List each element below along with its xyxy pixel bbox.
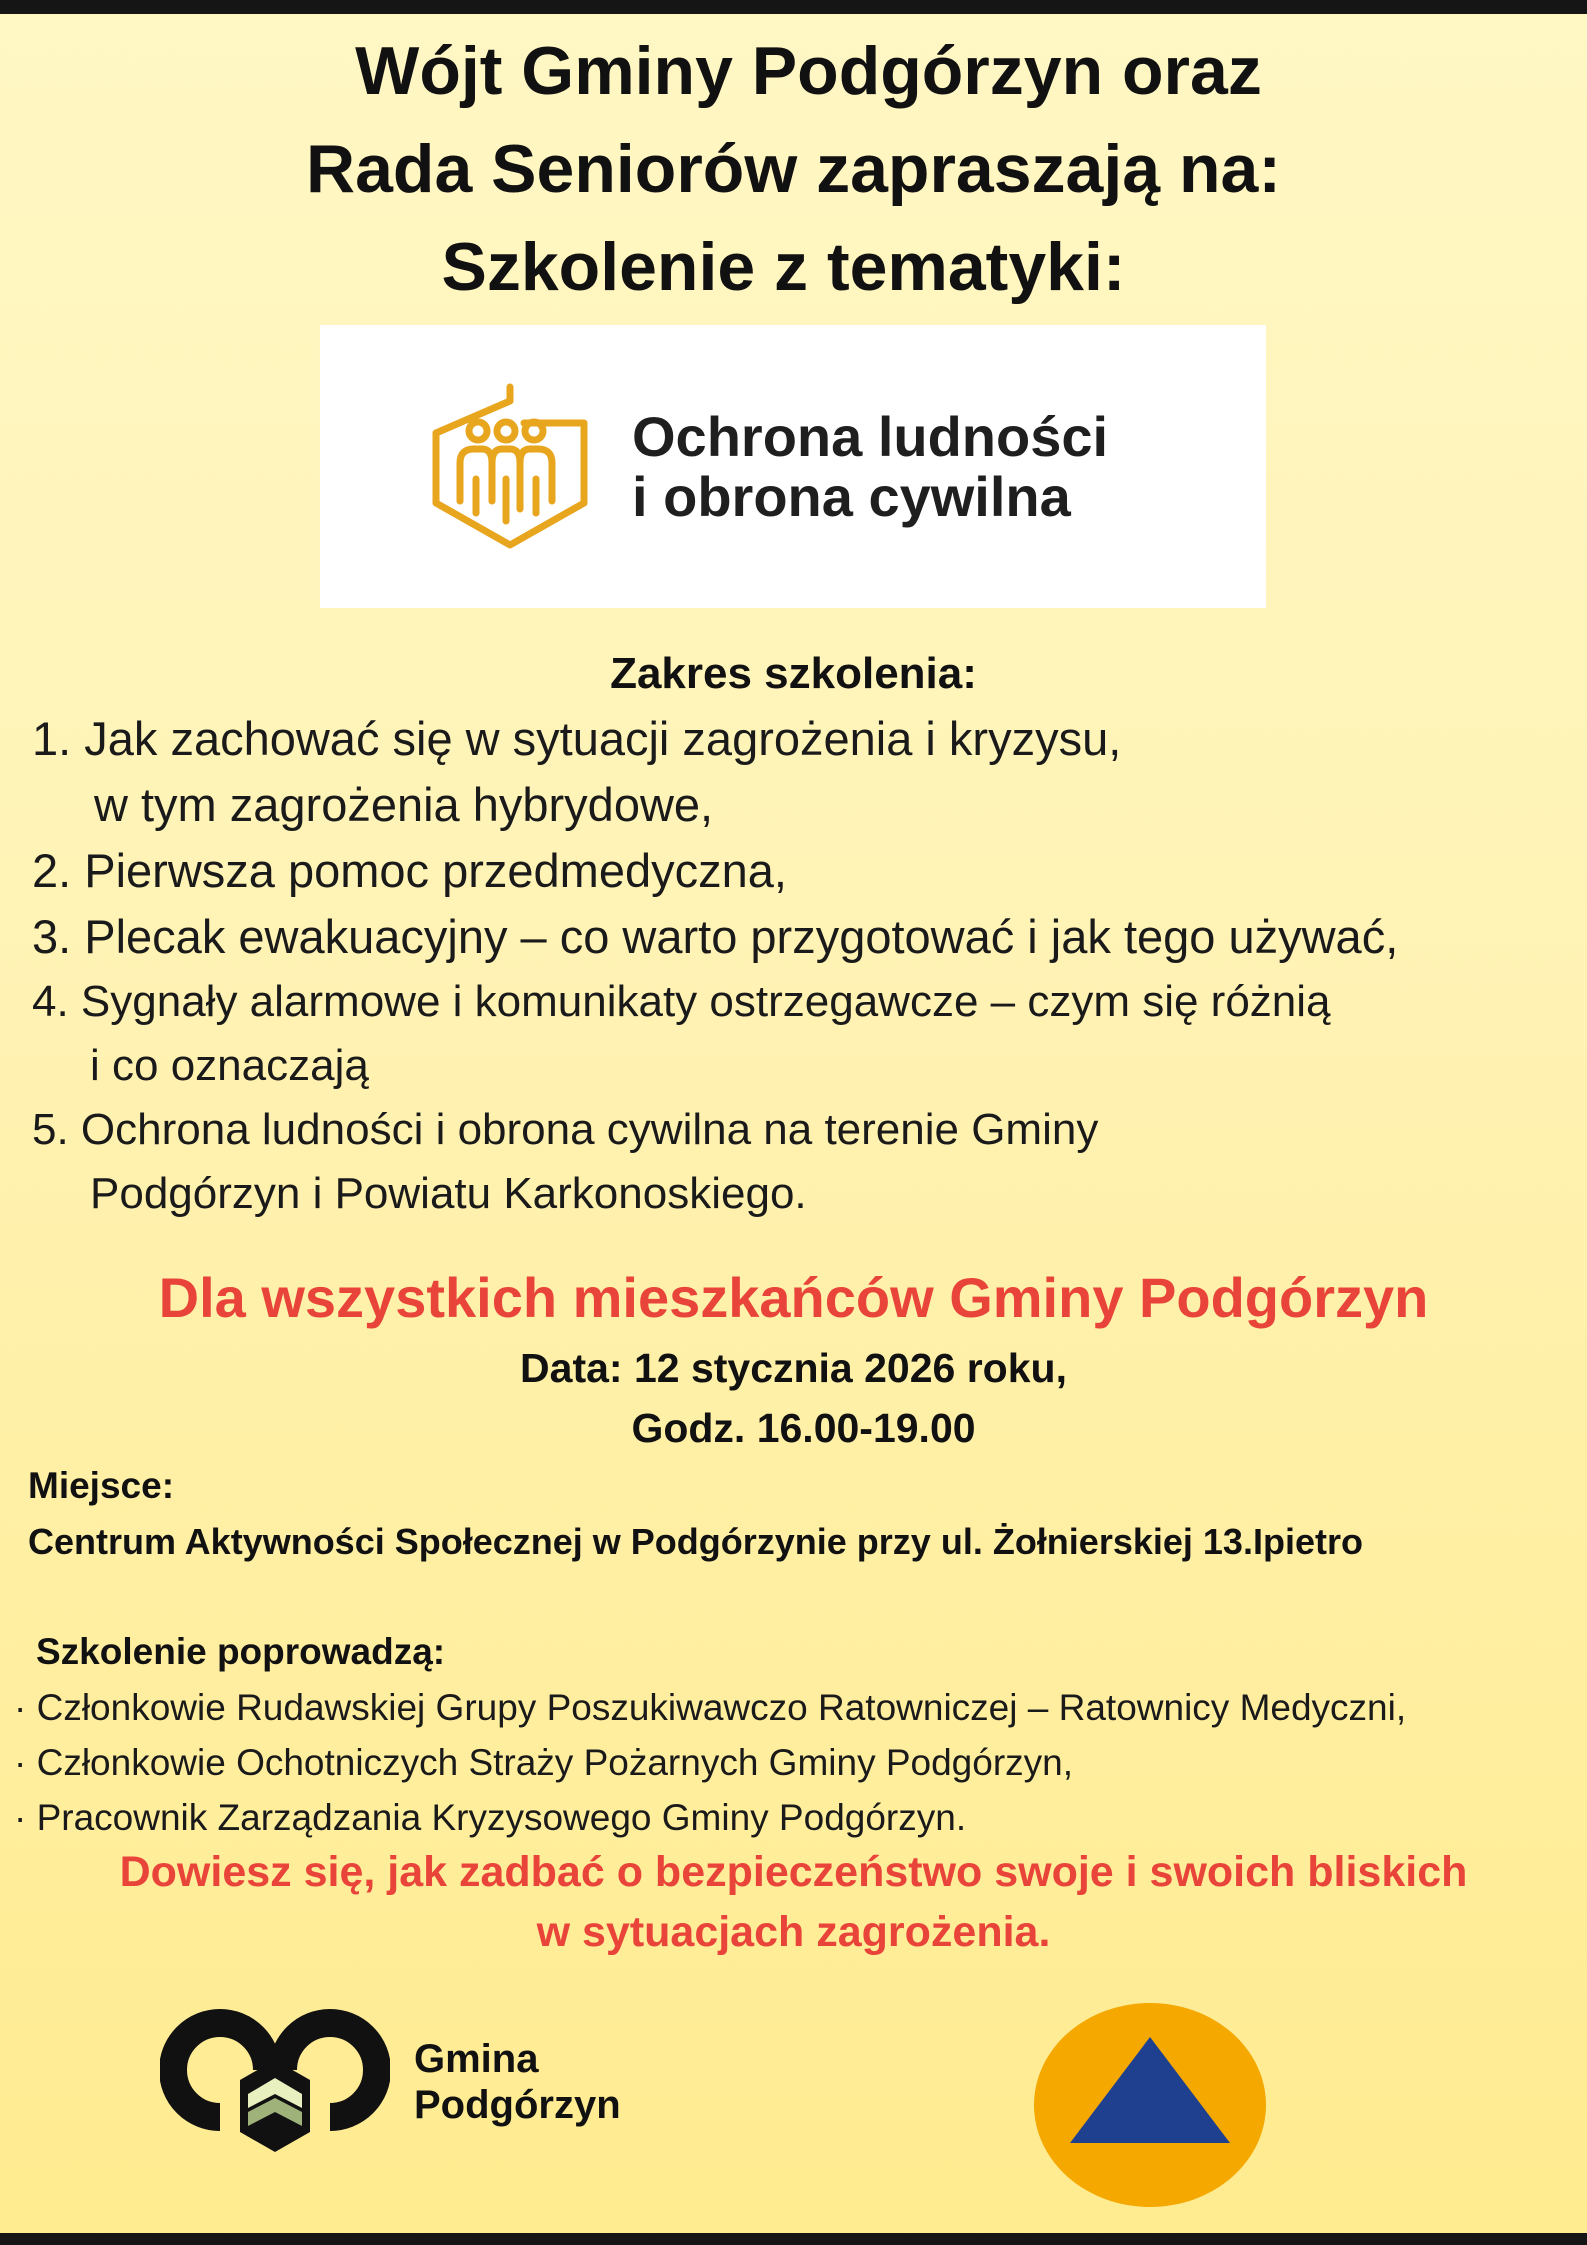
title-line: Szkolenie z tematyki: [441, 229, 1126, 305]
trainer-item: · Pracownik Zarządzania Kryzysowego Gminy Podgórzyn. [14, 1797, 967, 1838]
trainer-item: · Członkowie Rudawskiej Grupy Poszukiwawczo Ratowniczej – Ratownicy Medyczni, [14, 1687, 1407, 1728]
place-label: Miejsce: [28, 1465, 175, 1506]
topic-logo-text-line: i obrona cywilna [632, 465, 1071, 528]
title-line: Wójt Gminy Podgórzyn oraz [355, 33, 1262, 109]
closing-line: Dowiesz się, jak zadbać o bezpieczeństwo swoje i swoich bliskich [119, 1848, 1468, 1896]
trainers-list [14, 1680, 1406, 1845]
closing-message [0, 1842, 1587, 1962]
civil-defence-triangle-icon [1034, 2003, 1266, 2207]
audience-heading: Dla wszystkich mieszkańców Gminy Podgórzyn [158, 1266, 1429, 1329]
title-line: Rada Seniorów zapraszają na: [306, 131, 1281, 207]
topic-logo-text-line: Ochrona ludności [632, 405, 1109, 468]
place-value: Centrum Aktywności Społecznej w Podgórzynie przy ul. Żołnierskiej 13.Ipietro [28, 1521, 1363, 1562]
civil-protection-people-icon [420, 383, 590, 551]
topic-logo-text [632, 407, 1108, 527]
bottom-border [0, 2233, 1587, 2245]
page-title [0, 22, 1587, 316]
list-item: 5. Ochrona ludności i obrona cywilna na terenie Gminy [32, 1105, 1099, 1154]
list-item: 4. Sygnały alarmowe i komunikaty ostrzegawcze – czym się różnią [32, 977, 1331, 1026]
gmina-podgorzyn-logo-icon [160, 2002, 390, 2152]
gmina-name-line: Gmina [414, 2037, 539, 2081]
closing-line: w sytuacjach zagrożenia. [536, 1908, 1051, 1956]
list-item: 3. Plecak ewakuacyjny – co warto przygotować i jak tego używać, [32, 910, 1399, 963]
list-item-continuation: Podgórzyn i Powiatu Karkonoskiego. [90, 1169, 807, 1218]
scope-heading: Zakres szkolenia: [610, 649, 977, 698]
top-border [0, 0, 1587, 14]
list-item: 1. Jak zachować się w sytuacji zagrożenia i kryzysu, [32, 712, 1122, 765]
list-item-continuation: w tym zagrożenia hybrydowe, [94, 778, 714, 831]
event-date: Data: 12 stycznia 2026 roku, [520, 1345, 1067, 1391]
scope-list [32, 706, 1398, 1226]
trainers-heading: Szkolenie poprowadzą: [36, 1631, 446, 1672]
list-item-continuation: i co oznaczają [90, 1041, 369, 1090]
gmina-name [414, 2036, 621, 2128]
list-item: 2. Pierwsza pomoc przedmedyczna, [32, 844, 787, 897]
topic-logo-banner [320, 325, 1266, 608]
event-time: Godz. 16.00-19.00 [631, 1405, 976, 1451]
gmina-name-line: Podgórzyn [414, 2083, 621, 2127]
trainer-item: · Członkowie Ochotniczych Straży Pożarnych Gminy Podgórzyn, [14, 1742, 1074, 1783]
